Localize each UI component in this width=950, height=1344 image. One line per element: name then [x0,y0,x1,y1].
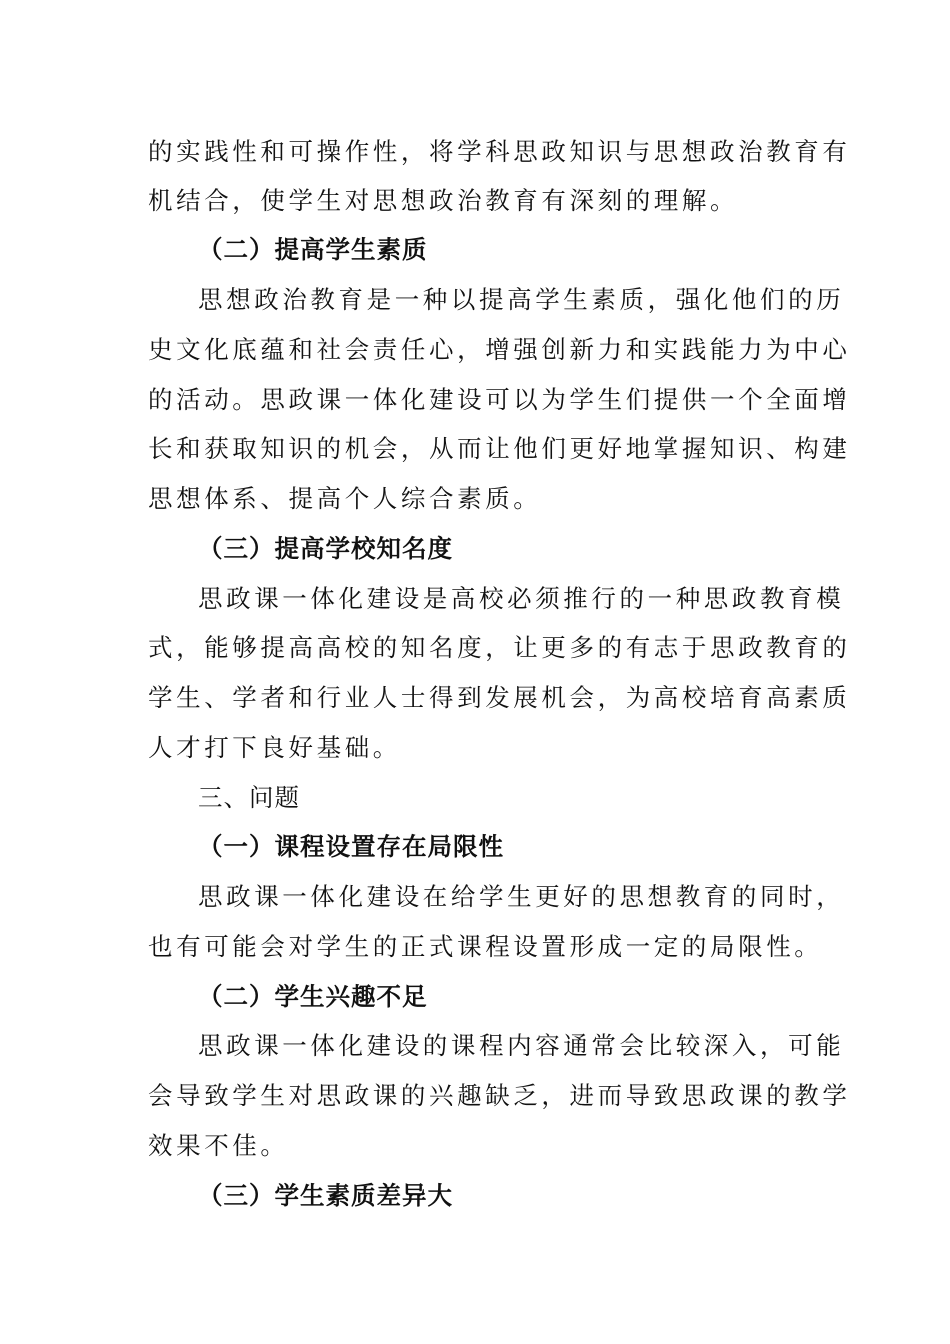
section-heading: （二）学生兴趣不足 [198,982,428,1011]
section-heading: （三）提高学校知名度 [198,534,453,563]
paragraph-line: 机结合，使学生对思想政治教育有深刻的理解。 [148,186,739,215]
paragraph-line: 的实践性和可操作性，将学科思政知识与思想政治教育有 [148,137,851,166]
paragraph-line: 效果不佳。 [148,1131,289,1160]
chapter-heading: 三、问题 [198,783,300,812]
section-heading: （二）提高学生素质 [198,235,428,264]
paragraph-line: 人才打下良好基础。 [148,733,401,762]
paragraph-line: 史文化底蕴和社会责任心，增强创新力和实践能力为中心 [148,335,851,364]
paragraph-line: 也有可能会对学生的正式课程设置形成一定的局限性。 [148,932,823,961]
paragraph-line: 学生、学者和行业人士得到发展机会，为高校培育高素质 [148,683,851,712]
paragraph-line: 会导致学生对思政课的兴趣缺乏，进而导致思政课的教学 [148,1081,851,1110]
paragraph-line: 思政课一体化建设是高校必须推行的一种思政教育模 [198,584,845,613]
paragraph-line: 的活动。思政课一体化建设可以为学生们提供一个全面增 [148,385,851,414]
section-heading: （一）课程设置存在局限性 [198,832,504,861]
paragraph-line: 长和获取知识的机会，从而让他们更好地掌握知识、构建 [148,434,851,463]
section-heading: （三）学生素质差异大 [198,1181,453,1210]
paragraph-line: 思想政治教育是一种以提高学生素质，强化他们的历 [198,285,845,314]
paragraph-line: 式，能够提高高校的知名度，让更多的有志于思政教育的 [148,633,851,662]
paragraph-line: 思政课一体化建设在给学生更好的思想教育的同时， [198,882,845,911]
paragraph-line: 思想体系、提高个人综合素质。 [148,484,542,513]
paragraph-line: 思政课一体化建设的课程内容通常会比较深入，可能 [198,1031,845,1060]
